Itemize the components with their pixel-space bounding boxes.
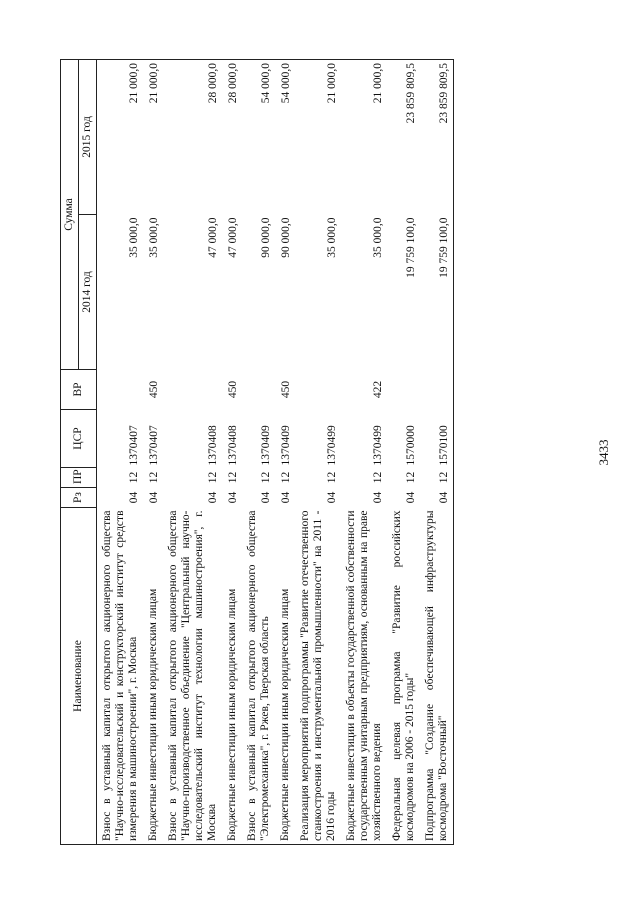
row-csr: 1370408 xyxy=(227,425,239,466)
row-pr: 12 xyxy=(148,471,160,484)
row-sum-2014: 35 000,0 xyxy=(148,217,160,258)
row-name: Взнос в уставный капитал открытого акционерного общества "Научно-производственное объединение "Центральный научно-исследовательский институт технологии машиностроения", г. Москва xyxy=(163,508,222,845)
row-sum-2015: 54 000,0 xyxy=(275,59,295,214)
row-vr xyxy=(420,370,454,410)
table-row xyxy=(242,59,275,844)
row-pr: 12 xyxy=(260,471,272,484)
row-sum-2014: 35 000,0 xyxy=(326,217,338,258)
row-sum-2015: 23 859 809,5 xyxy=(387,59,420,214)
row-sum-2014: 47 000,0 xyxy=(207,217,219,258)
row-vr xyxy=(163,370,222,410)
row-sum-2014: 19 759 100,0 xyxy=(405,217,417,278)
row-name: Взнос в уставный капитал открытого акционерного общества "Электромеханика", г. Ржев, Тверская область xyxy=(242,508,275,845)
row-name: Бюджетные инвестиции в объекты государственной собственности государственным унитарным предприятиям, основанным на праве хозяйственного ведения xyxy=(341,508,387,845)
row-name: Бюджетные инвестиции иным юридическим лицам xyxy=(275,508,295,845)
row-name: Подпрограмма "Создание обеспечивающей инфраструктуры космодрома "Восточный" xyxy=(420,508,454,845)
row-vr xyxy=(97,370,144,410)
row-name: Федеральная целевая программа "Развитие российских космодромов на 2006 - 2015 годы" xyxy=(387,508,420,845)
row-csr: 1370407 xyxy=(148,425,160,466)
row-sum-2014: 35 000,0 xyxy=(372,217,384,258)
row-csr: 1570100 xyxy=(420,410,454,468)
header-csr: ЦСР xyxy=(61,410,97,468)
row-rz: 04 xyxy=(148,491,160,504)
row-name: Бюджетные инвестиции иным юридическим лицам xyxy=(222,508,242,845)
row-sum-2015: 54 000,0 xyxy=(242,59,275,214)
table-row xyxy=(387,59,420,844)
row-csr: 1370499 xyxy=(372,425,384,466)
row-pr: 12 xyxy=(326,471,338,484)
table-row xyxy=(97,59,144,844)
row-csr: 1570000 xyxy=(405,425,417,466)
row-vr xyxy=(387,370,420,410)
row-sum-2014: 90 000,0 xyxy=(280,217,292,258)
header-name: Наименование xyxy=(61,508,97,845)
row-name: Бюджетные инвестиции иным юридическим лицам xyxy=(143,508,163,845)
header-sum: Сумма xyxy=(61,59,79,369)
row-sum-2014: 19 759 100,0 xyxy=(420,215,454,370)
row-rz: 04 xyxy=(128,491,140,504)
row-rz: 04 xyxy=(405,491,417,504)
row-csr: 1370408 xyxy=(207,425,219,466)
row-sum-2014: 90 000,0 xyxy=(260,217,272,258)
row-name: Взнос в уставный капитал открытого акционерного общества "Научно-исследовательский и конструкторский институт средств измерения в машиностроении", г. Москва xyxy=(97,508,144,845)
table-row xyxy=(143,59,163,844)
row-csr: 1370407 xyxy=(128,425,140,466)
row-pr: 12 xyxy=(280,471,292,484)
header-2015: 2015 год xyxy=(79,59,97,214)
page-number: 3433 xyxy=(596,439,611,466)
row-name: Реализация мероприятий подпрограммы "Развитие отечественного станкостроения и инструментальной промышленности" на 2011 - 2016 годы xyxy=(295,508,341,845)
row-sum-2014: 47 000,0 xyxy=(227,217,239,258)
table-row xyxy=(420,59,454,844)
table-body xyxy=(97,59,454,844)
row-vr: 450 xyxy=(280,380,292,399)
row-vr: 450 xyxy=(227,380,239,399)
row-rz: 04 xyxy=(326,491,338,504)
header-vr: ВР xyxy=(61,370,97,410)
row-pr: 12 xyxy=(128,471,140,484)
header-rz: Рз xyxy=(61,488,97,508)
row-csr: 1370409 xyxy=(280,425,292,466)
row-vr: 422 xyxy=(372,380,384,399)
row-sum-2015: 21 000,0 xyxy=(341,59,387,214)
row-vr xyxy=(242,370,275,410)
row-sum-2014: 35 000,0 xyxy=(128,217,140,258)
row-rz: 04 xyxy=(280,491,292,504)
row-pr: 12 xyxy=(227,471,239,484)
row-rz: 04 xyxy=(420,488,454,508)
row-sum-2015: 21 000,0 xyxy=(143,59,163,214)
row-csr: 1370409 xyxy=(260,425,272,466)
row-rz: 04 xyxy=(227,491,239,504)
table-row xyxy=(163,59,222,844)
row-csr: 1370499 xyxy=(326,425,338,466)
row-sum-2015: 28 000,0 xyxy=(163,59,222,214)
row-sum-2015: 28 000,0 xyxy=(222,59,242,214)
table-row xyxy=(222,59,242,844)
row-sum-2015: 21 000,0 xyxy=(295,59,341,214)
header-2014: 2014 год xyxy=(79,215,97,370)
table-row xyxy=(275,59,295,844)
row-vr: 450 xyxy=(148,380,160,399)
row-rz: 04 xyxy=(207,491,219,504)
row-pr: 12 xyxy=(372,471,384,484)
row-rz: 04 xyxy=(260,491,272,504)
table-row xyxy=(341,59,387,844)
row-pr: 12 xyxy=(405,471,417,484)
row-pr: 12 xyxy=(207,471,219,484)
row-rz: 04 xyxy=(372,491,384,504)
row-vr xyxy=(295,370,341,410)
row-pr: 12 xyxy=(420,468,454,488)
header-pr: ПР xyxy=(61,468,97,488)
row-sum-2015: 23 859 809,5 xyxy=(420,59,454,214)
budget-table xyxy=(60,59,454,845)
table-row xyxy=(295,59,341,844)
row-sum-2015: 21 000,0 xyxy=(97,59,144,214)
